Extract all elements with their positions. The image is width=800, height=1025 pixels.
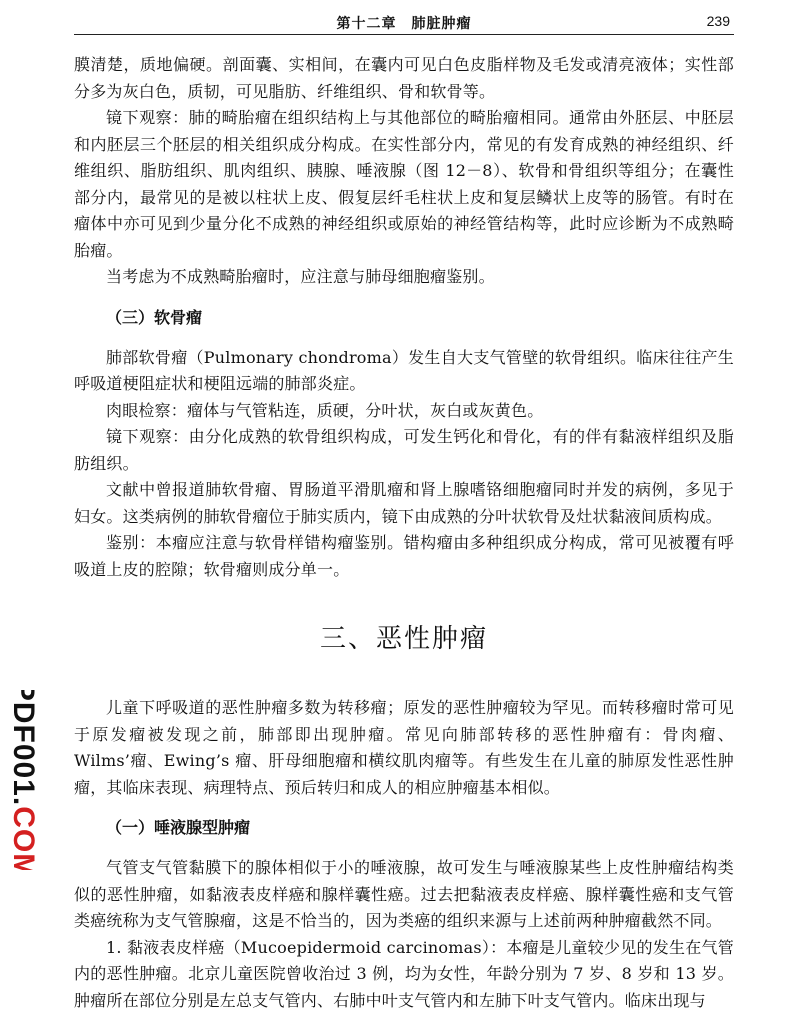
page-body: [74, 52, 734, 1014]
body-paragraph: 儿童下呼吸道的恶性肿瘤多数为转移瘤；原发的恶性肿瘤较为罕见。而转移瘤时常可见于原发瘤被发现之前，肺部即出现肿瘤。常见向肺部转移的恶性肿瘤有：骨肉瘤、Wilms’瘤、Ewing’s 瘤、肝母细胞瘤和横纹肌肉瘤等。有些发生在儿童的肺原发性恶性肿瘤，其临床表现、病理特点、预后转归和成人的相应肿瘤基本相似。: [74, 698, 734, 797]
chapter-title: 第十二章 肺脏肿瘤: [336, 16, 472, 32]
section-heading-chondroma: （三）软骨瘤: [106, 307, 203, 327]
body-paragraph: 膜清楚，质地偏硬。剖面囊、实相间，在囊内可见白色皮脂样物及毛发或清亮液体；实性部分多为灰白色，质韧，可见脂肪、纤维组织、骨和软骨等。: [74, 55, 734, 101]
body-paragraph: 1. 黏液表皮样癌（Mucoepidermoid carcinomas）：本瘤是儿童较少见的发生在气管内的恶性肿瘤。北京儿童医院曾收治过 3 例，均为女性，年龄分别为 7 岁、8 岁和 13 岁。肿瘤所在部位分别是左总支气管内、右肺中叶支气管内和左肺下叶支气管内。临床出现与: [74, 937, 734, 1010]
page-number: 239: [706, 13, 730, 29]
body-paragraph: 肉眼检察：瘤体与气管粘连，质硬，分叶状，灰白或灰黄色。: [106, 400, 544, 420]
body-paragraph: 镜下观察：由分化成熟的软骨组织构成，可发生钙化和骨化，有的伴有黏液样组织及脂肪组织。: [74, 427, 734, 473]
subsection-heading-salivary: （一）唾液腺型肿瘤: [106, 818, 251, 837]
main-section-heading: 三、恶性肿瘤: [319, 624, 488, 654]
body-paragraph: 文献中曾报道肺软骨瘤、胃肠道平滑肌瘤和肾上腺嗜铬细胞瘤同时并发的病例，多见于妇女。这类病例的肺软骨瘤位于肺实质内，镜下由成熟的分叶状软骨及灶状黏液间质构成。: [74, 480, 734, 526]
running-header: [74, 0, 734, 35]
body-paragraph: 镜下观察：肺的畸胎瘤在组织结构上与其他部位的畸胎瘤相同。通常由外胚层、中胚层和内胚层三个胚层的相关组织成分构成。在实性部分内，常见的有发育成熟的神经组织、纤维组织、脂肪组织、肌肉组织、胰腺、唾液腺（图 12－8）、软骨和骨组织等组分；在囊性部分内，最常见的是被以柱状上皮、假复层纤毛柱状上皮和复层鳞状上皮等的肠管。有时在瘤体中亦可见到少量分化不成熟的神经组织或原始的神经管结构等，此时应诊断为不成熟畸胎瘤。: [74, 108, 734, 260]
pdf001-watermark: [2, 690, 42, 870]
body-paragraph: 当考虑为不成熟畸胎瘤时，应注意与肺母细胞瘤鉴别。: [106, 267, 495, 286]
watermark-text: PDF001.COM: [7, 690, 41, 870]
body-paragraph: 气管支气管黏膜下的腺体相似于小的唾液腺，故可发生与唾液腺某些上皮性肿瘤结构类似的恶性肿瘤，如黏液表皮样癌和腺样囊性癌。过去把黏液表皮样癌、腺样囊性癌和支气管类癌统称为支气管腺瘤，这是不恰当的，因为类癌的组织来源与上述前两种肿瘤截然不同。: [74, 858, 734, 930]
body-paragraph: 鉴别：本瘤应注意与软骨样错构瘤鉴别。错构瘤由多种组织成分构成，常可见被覆有呼吸道上皮的腔隙；软骨瘤则成分单一。: [74, 533, 734, 579]
body-paragraph: 肺部软骨瘤（Pulmonary chondroma）发生自大支气管壁的软骨组织。临床往往产生呼吸道梗阻症状和梗阻远端的肺部炎症。: [74, 347, 734, 393]
